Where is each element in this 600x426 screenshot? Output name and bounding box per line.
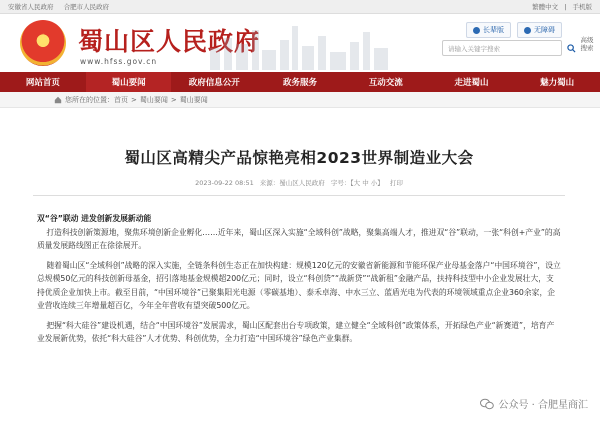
breadcrumb bbox=[0, 92, 600, 108]
home-icon bbox=[54, 96, 62, 104]
article bbox=[33, 126, 565, 352]
accessibility-button[interactable] bbox=[517, 22, 562, 38]
main-nav bbox=[0, 72, 600, 92]
top-utility-bar bbox=[0, 0, 600, 14]
nav-gov-services[interactable]: 政务服务 bbox=[283, 78, 318, 88]
title-divider bbox=[33, 195, 565, 196]
header-tools bbox=[466, 22, 562, 38]
font-size-switch[interactable]: 字号：【大 中 小】 bbox=[330, 179, 384, 187]
article-paragraph: 随着蜀山区“全域科创”战略的深入实施，全链条科创生态正在加快构建：规模120亿元的安徽省新能源和节能环保产业母基金落户“中国环境谷”，设立总规模50亿元的科技创新母基金，招引落地基金规模超200亿元；同时，设立“科创贷”“战新贷”“战新租”金融产品，扶持科技型中小企业发展壮大，支持优质企业加快上市。截至目前，“中国环境谷”已聚集阳光电源（零碳基地）、泰禾卓海、中水三立、蓝盾光电为代表的环境领域重点企业360余家，企业营收连续三年增量超百亿，今年全年营收有望突破500亿元。 bbox=[37, 260, 561, 310]
breadcrumb-sep: > bbox=[131, 95, 137, 104]
article-date: 2023-09-22 08:51 bbox=[195, 179, 254, 187]
wechat-watermark bbox=[480, 396, 588, 411]
elder-mode-button[interactable] bbox=[466, 22, 511, 38]
site-header bbox=[0, 14, 600, 72]
nav-gov-info[interactable]: 政府信息公开 bbox=[188, 78, 240, 88]
breadcrumb-news-current[interactable]: 蜀山要闻 bbox=[179, 95, 208, 104]
wechat-icon bbox=[480, 398, 494, 410]
article-meta bbox=[33, 178, 565, 187]
site-title[interactable]: 蜀山区人民政府 bbox=[78, 27, 261, 56]
breadcrumb-news[interactable]: 蜀山要闻 bbox=[139, 95, 168, 104]
breadcrumb-prefix: 您所在的位置： bbox=[65, 95, 114, 104]
article-paragraph: 把握“科大硅谷”建设机遇，结合“中国环境谷”发展需求，蜀山区配套出台专项政策，建立健全“全域科创”政策体系，开拓绿色产业“新赛道”，培育产业发展新优势，依托“科大硅谷”人才优势、科创优势，全力打造“中国环境谷”绿色产业集群。 bbox=[37, 320, 555, 343]
national-emblem-icon bbox=[20, 20, 66, 66]
elder-icon bbox=[473, 27, 480, 34]
link-hefei-gov[interactable]: 合肥市人民政府 bbox=[63, 3, 110, 11]
accessibility-icon bbox=[524, 27, 531, 34]
separator: | bbox=[564, 3, 567, 11]
print-link[interactable]: 打印 bbox=[389, 179, 403, 187]
nav-home[interactable]: 网站首页 bbox=[25, 78, 60, 88]
nav-interaction[interactable]: 互动交流 bbox=[368, 78, 403, 88]
nav-shushan-news[interactable]: 蜀山要闻 bbox=[86, 72, 172, 92]
link-anhui-gov[interactable]: 安徽省人民政府 bbox=[8, 3, 54, 11]
nav-charm-shushan[interactable]: 魅力蜀山 bbox=[540, 78, 575, 88]
watermark-text: 公众号 · 合肥星商汇 bbox=[498, 400, 588, 411]
accessibility-label: 无障碍 bbox=[534, 26, 555, 34]
article-source: 来源：蜀山区人民政府 bbox=[259, 179, 325, 187]
article-subheading: 双“谷”联动 进发创新发展新动能 bbox=[37, 214, 152, 223]
article-body bbox=[33, 212, 565, 346]
search-input[interactable]: 请输入关键字搜索 bbox=[442, 40, 562, 56]
article-title: 蜀山区高精尖产品惊艳亮相2023世界制造业大会 bbox=[124, 149, 474, 167]
breadcrumb-home[interactable]: 首页 bbox=[114, 95, 128, 104]
mobile-version-link[interactable]: 手机版 bbox=[572, 3, 592, 11]
breadcrumb-sep: > bbox=[170, 95, 177, 104]
site-url: www.hfss.gov.cn bbox=[80, 57, 158, 66]
article-paragraph: 打造科技创新策源地，聚焦环境创新企业孵化……近年来，蜀山区深入实施“全域科创”战略，聚集高端人才，推进双“谷”联动，一张“科创+产业”的高质量发展路线图正在徐徐展开。 bbox=[37, 227, 561, 250]
advanced-search-link[interactable]: 高级搜索 bbox=[580, 36, 594, 52]
traditional-chinese-link[interactable]: 繁體中文 bbox=[532, 3, 559, 11]
search-button[interactable] bbox=[564, 40, 578, 56]
nav-about-shushan[interactable]: 走进蜀山 bbox=[454, 78, 489, 88]
skyline-decoration bbox=[200, 20, 400, 70]
elder-mode-label: 长辈版 bbox=[483, 26, 504, 34]
search-icon bbox=[567, 44, 576, 53]
